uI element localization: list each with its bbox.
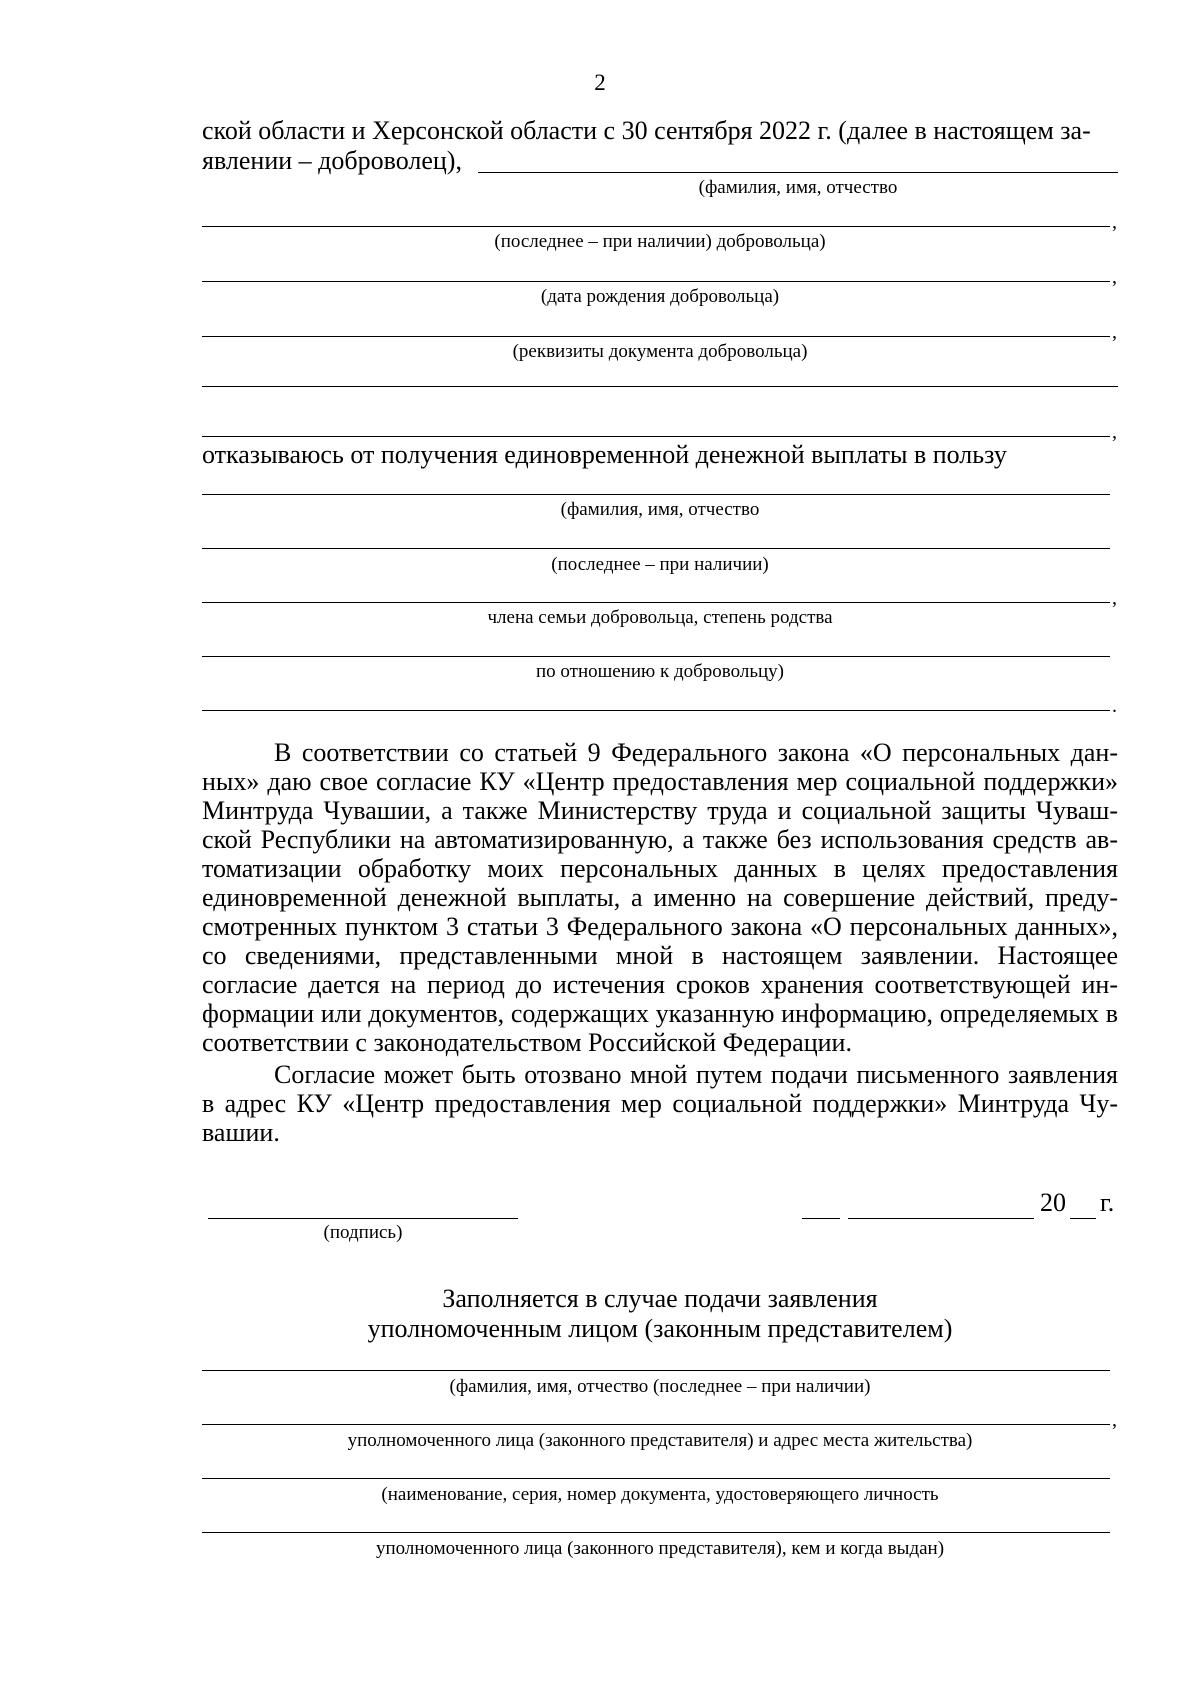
consent-paragraph-1: В соответствии со статьей 9 Федерального закона «О персональных данных» даю свое согласие КУ «Центр предоставления мер социальной поддержки» Минтруда Чувашии, а также Министерству труда и социальной защиты Чувашской Республики на автоматизированную, а также без использования средств автоматизации обработку моих персональных данных в целях предоставления единовременной денежной выплаты, а именно на совершение действий, предусмотренных пунктом 3 статьи 3 Федерального закона «О персональных данных», со сведениями, представленными мной в настоящем заявлении. Настоящее согласие дается на период до истечения сроков хранения соответствующей информации или документов, содержащих указанную информацию, определяемых в соответствии с законодательством Российской Федерации.	[202, 738, 1118, 1057]
date-month-field[interactable]	[848, 1218, 1034, 1219]
comma: ,	[1112, 1409, 1117, 1431]
refusal-text: отказываюсь от получения единовременной денежной выплаты в пользу	[202, 440, 1007, 469]
representative-heading-1: Заполняется в случае подачи заявления	[442, 1284, 878, 1313]
representative-fio-caption: (фамилия, имя, отчество (последнее – при наличии)	[449, 1376, 871, 1397]
volunteer-birthdate-field[interactable]	[202, 281, 1110, 282]
family-name-field[interactable]	[202, 494, 1110, 495]
volunteer-fio-caption: (фамилия, имя, отчество	[698, 177, 898, 198]
volunteer-name-field-2[interactable]	[202, 226, 1110, 227]
comma: ,	[1112, 421, 1117, 443]
representative-document-caption: (наименование, серия, номер документа, удостоверяющего личность	[381, 1484, 939, 1505]
year-prefix: 20	[1040, 1188, 1066, 1217]
volunteer-birthdate-caption: (дата рождения добровольца)	[540, 286, 780, 307]
signature-field[interactable]	[208, 1218, 518, 1219]
family-name-field-2[interactable]	[202, 548, 1110, 549]
comma: ,	[1112, 321, 1117, 343]
representative-name-field[interactable]	[202, 1370, 1110, 1371]
year-suffix: г.	[1100, 1188, 1115, 1217]
family-relation-field-3[interactable]	[202, 710, 1110, 711]
comma: ,	[1112, 587, 1117, 609]
volunteer-patronymic-caption: (последнее – при наличии) добровольца)	[494, 231, 826, 252]
family-fio-caption: (фамилия, имя, отчество	[560, 499, 760, 520]
representative-heading-2: уполномоченным лицом (законным представителем)	[367, 1314, 953, 1343]
signature-caption: (подпись)	[323, 1222, 403, 1243]
period: .	[1112, 695, 1117, 717]
representative-address-caption: уполномоченного лица (законного представителя) и адрес места жительства)	[347, 1430, 973, 1451]
family-relation-end-caption: по отношению к добровольцу)	[535, 661, 785, 682]
representative-address-field[interactable]	[202, 1424, 1110, 1425]
intro-line-2: явлении – доброволец),	[202, 146, 462, 175]
date-day-field[interactable]	[802, 1218, 840, 1219]
intro-line-1: ской области и Херсонской области с 30 сентября 2022 г. (далее в настоящем за-	[202, 116, 1091, 145]
page-number: 2	[594, 70, 606, 95]
comma: ,	[1112, 211, 1117, 233]
volunteer-document-field-3[interactable]	[202, 436, 1110, 437]
representative-document-field[interactable]	[202, 1478, 1110, 1479]
volunteer-document-caption: (реквизиты документа добровольца)	[512, 341, 808, 362]
date-year-field[interactable]	[1070, 1218, 1096, 1219]
volunteer-document-field-2[interactable]	[202, 386, 1118, 387]
volunteer-name-field[interactable]	[478, 172, 1118, 173]
representative-issued-field[interactable]	[202, 1532, 1110, 1533]
family-relation-field-2[interactable]	[202, 656, 1110, 657]
representative-issued-caption: уполномоченного лица (законного представителя), кем и когда выдан)	[375, 1538, 945, 1559]
family-relation-field[interactable]	[202, 602, 1110, 603]
volunteer-document-field[interactable]	[202, 336, 1110, 337]
family-relation-caption: члена семьи добровольца, степень родства	[487, 607, 833, 628]
family-patronymic-caption: (последнее – при наличии)	[551, 554, 769, 575]
consent-paragraph-2: Согласие может быть отозвано мной путем подачи письменного заявления в адрес КУ «Центр предоставления мер социальной поддержки» Минтруда Чувашии.	[202, 1060, 1118, 1147]
comma: ,	[1112, 266, 1117, 288]
